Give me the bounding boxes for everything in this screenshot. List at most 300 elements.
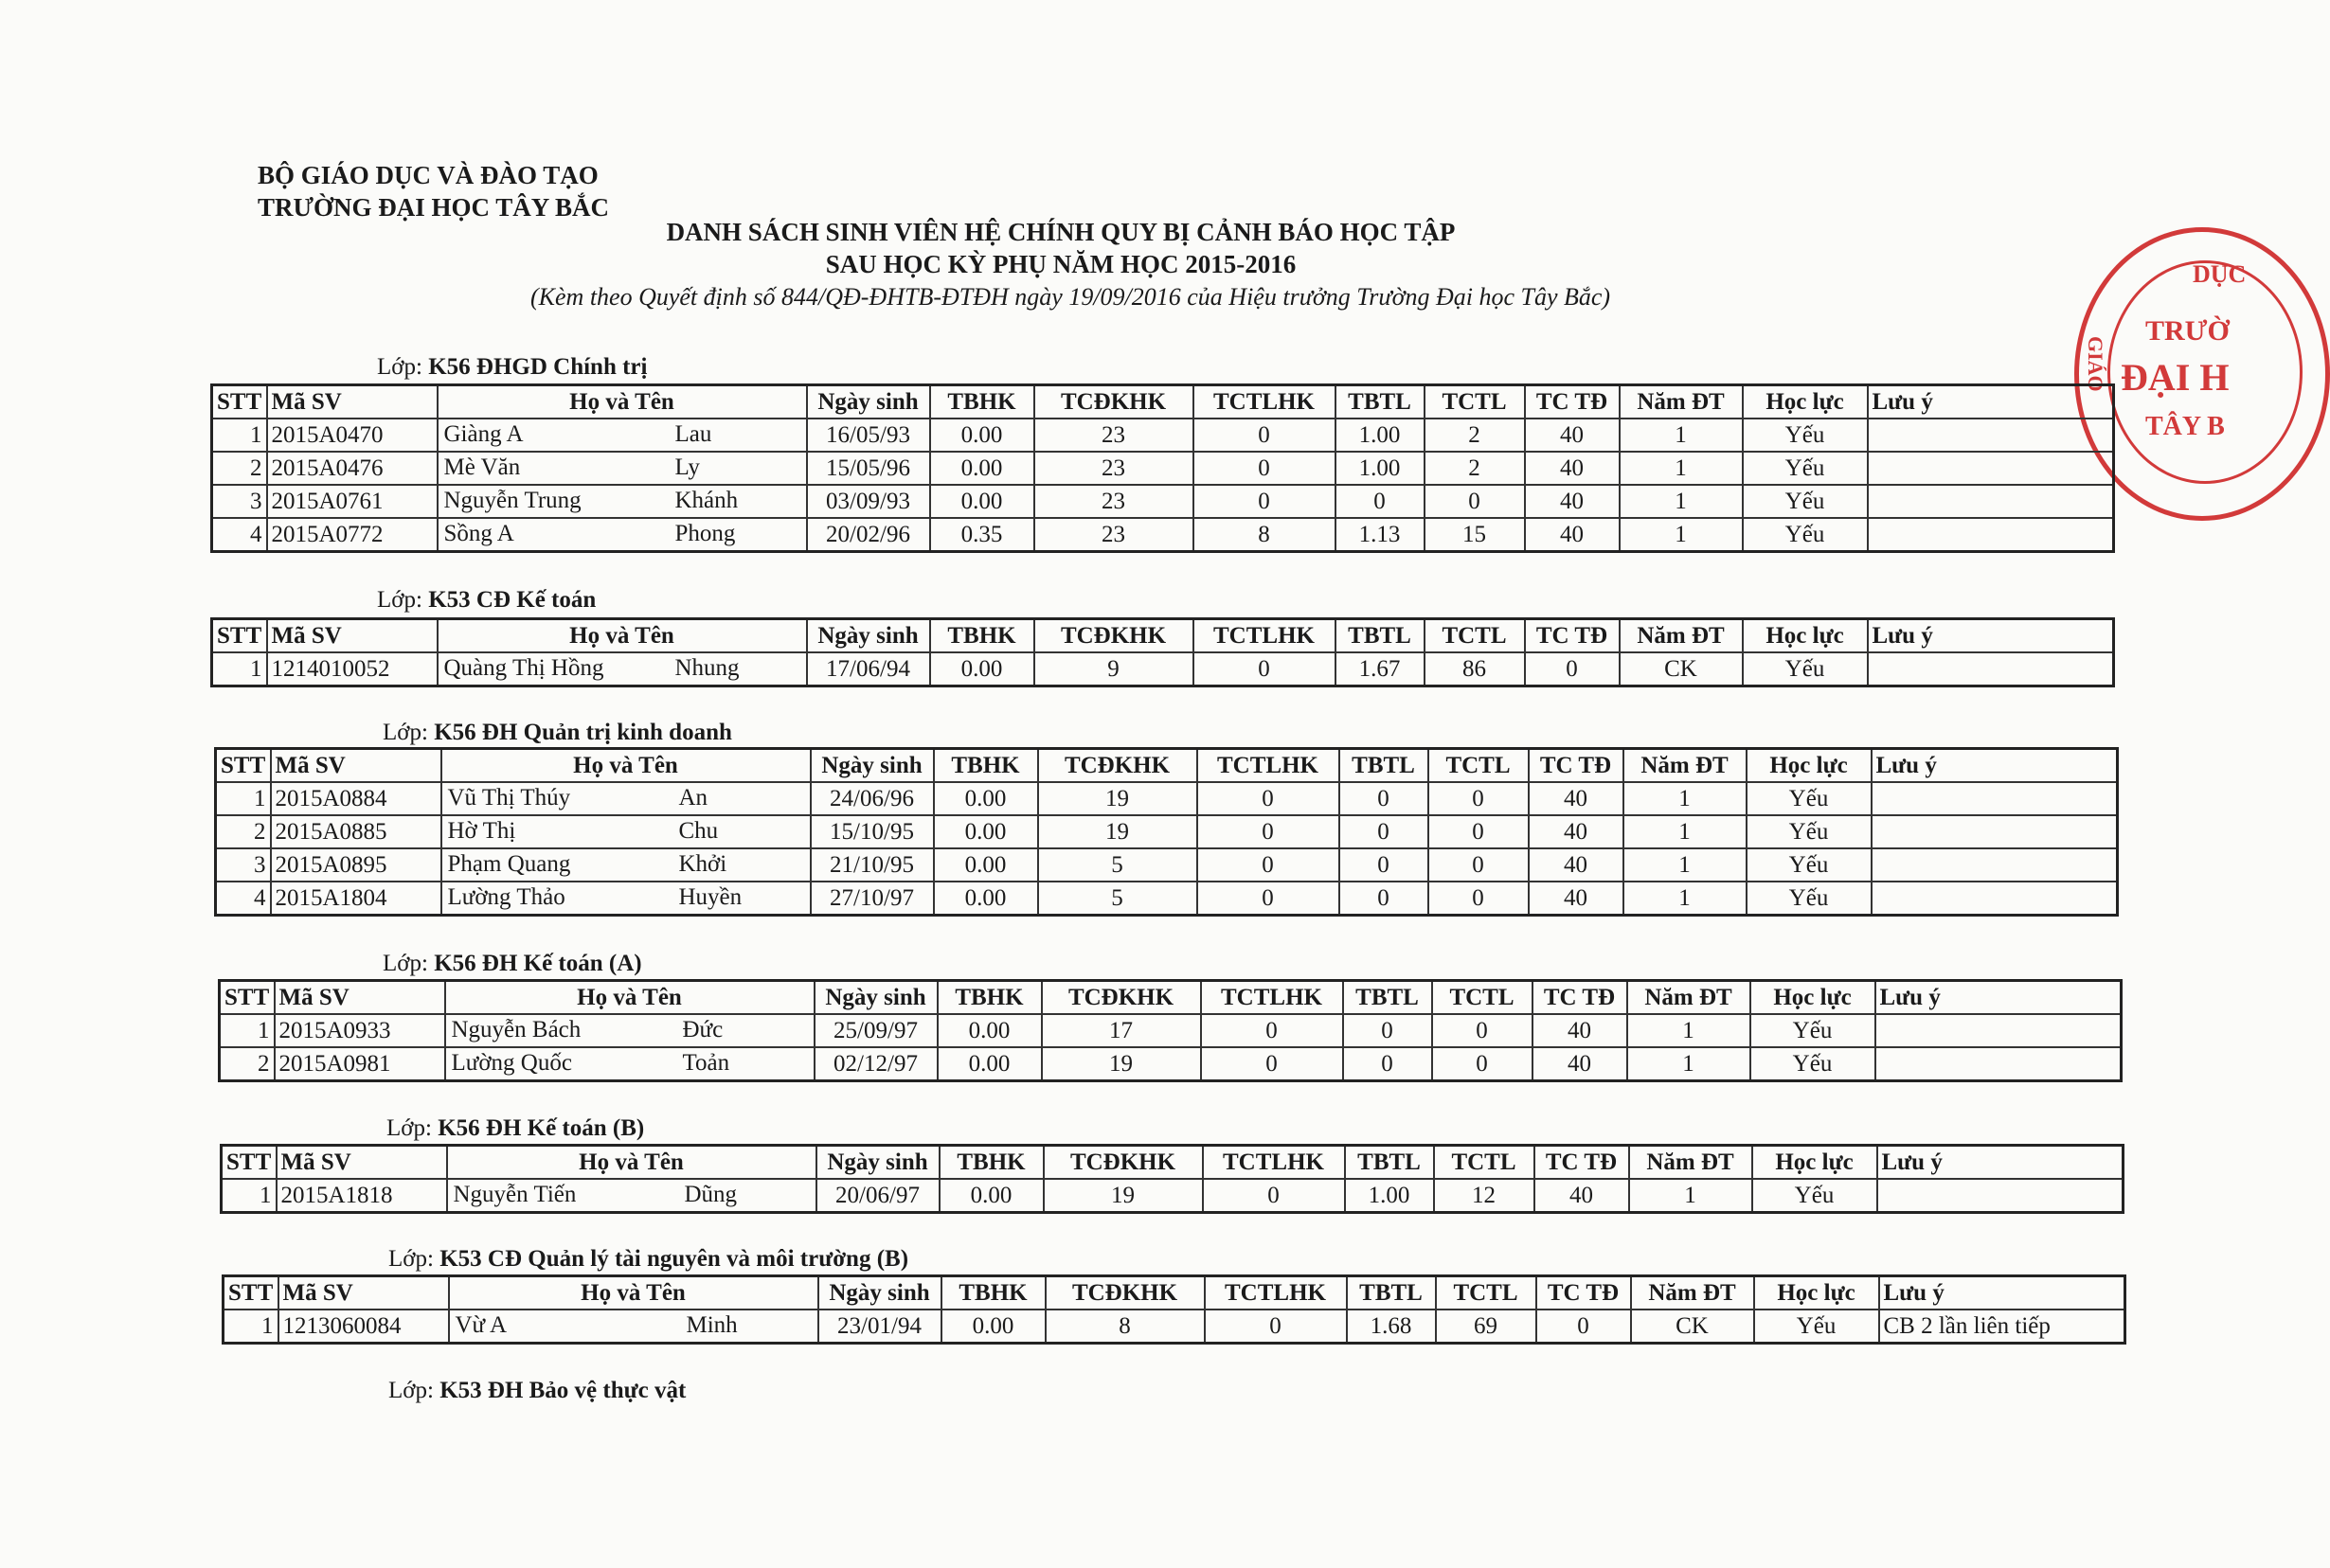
cell-tbhk: 0.00: [930, 452, 1034, 485]
class-name: K53 CĐ Kế toán: [428, 587, 597, 613]
column-header-hocluc: Học lực: [1754, 1276, 1879, 1310]
cell-stt: 2: [216, 815, 271, 848]
cell-tbhk: 0.00: [938, 1014, 1042, 1047]
column-header-namdt: Năm ĐT: [1620, 385, 1743, 419]
column-header-namdt: Năm ĐT: [1629, 1146, 1752, 1180]
last-name: Nguyễn Tiến: [453, 1182, 577, 1207]
table-row: [212, 419, 2114, 452]
column-header-tctlhk: TCTLHK: [1193, 385, 1335, 419]
cell-msv: 2015A0470: [267, 419, 438, 452]
column-header-tbhk: TBHK: [938, 981, 1042, 1015]
cell-tctl: 0: [1428, 882, 1529, 916]
cell-tctd: 40: [1529, 782, 1623, 815]
column-header-name: Họ và Tên: [441, 749, 811, 783]
cell-hocluc: Yếu: [1743, 452, 1868, 485]
last-name: Mè Văn: [443, 454, 521, 480]
column-header-luuy: Lưu ý: [1875, 981, 2122, 1015]
cell-tctlhk: 0: [1193, 485, 1335, 518]
cell-msv: 2015A1818: [277, 1179, 447, 1213]
column-header-hocluc: Học lực: [1747, 749, 1872, 783]
table-row: [216, 848, 2118, 882]
document-subtitle: SAU HỌC KỲ PHỤ NĂM HỌC 2015-2016: [825, 250, 1297, 278]
cell-name: [441, 882, 811, 916]
column-header-tcdkhk: TCĐKHK: [1038, 749, 1197, 783]
cell-tbhk: 0.00: [930, 652, 1034, 686]
cell-msv: 2015A0772: [267, 518, 438, 552]
cell-luuy: [1868, 452, 2114, 485]
class-label: [383, 720, 732, 746]
column-header-tctlhk: TCTLHK: [1205, 1276, 1347, 1310]
class-name: K56 ĐH Kế toán (A): [434, 951, 642, 976]
cell-tctl: 2: [1425, 452, 1525, 485]
cell-msv: 2015A0761: [267, 485, 438, 518]
column-header-msv: Mã SV: [278, 1276, 449, 1310]
cell-tbtl: 0: [1339, 848, 1428, 882]
class-label-prefix: Lớp:: [383, 720, 428, 745]
cell-hocluc: Yếu: [1754, 1310, 1879, 1344]
header-row: [212, 385, 2114, 419]
table-header: [224, 1276, 2125, 1310]
cell-msv: 1214010052: [267, 652, 438, 686]
class-label-prefix: Lớp:: [388, 1246, 434, 1272]
table-header: [216, 749, 2118, 783]
cell-luuy: [1875, 1047, 2122, 1081]
first-name: Khánh: [674, 488, 739, 513]
cell-tbtl: 0: [1339, 882, 1428, 916]
table-body: [220, 1014, 2122, 1081]
table-body: [212, 652, 2114, 686]
cell-stt: 1: [224, 1310, 278, 1344]
column-header-namdt: Năm ĐT: [1627, 981, 1750, 1015]
column-header-msv: Mã SV: [271, 749, 441, 783]
class-name: K56 ĐH Quản trị kinh doanh: [434, 720, 732, 745]
cell-luuy: [1872, 782, 2118, 815]
class-label-prefix: Lớp:: [388, 1378, 434, 1403]
cell-tbtl: 0: [1343, 1047, 1432, 1081]
decision-reference: (Kèm theo Quyết định số 844/QĐ-ĐHTB-ĐTĐH ngày 19/09/2016 của Hiệu trưởng Trường Đại học Tây Bắc): [530, 283, 1611, 311]
cell-tctlhk: 0: [1197, 782, 1339, 815]
cell-tbhk: 0.00: [940, 1179, 1044, 1213]
cell-namdt: CK: [1620, 652, 1743, 686]
class-label-prefix: Lớp:: [377, 587, 422, 613]
column-header-tctl: TCTL: [1432, 981, 1532, 1015]
cell-tctl: 2: [1425, 419, 1525, 452]
cell-tbtl: 1.13: [1335, 518, 1425, 552]
cell-luuy: [1872, 882, 2118, 916]
column-header-tctlhk: TCTLHK: [1201, 981, 1343, 1015]
cell-tctd: 0: [1525, 652, 1620, 686]
cell-tbhk: 0.00: [934, 782, 1038, 815]
cell-stt: 4: [216, 882, 271, 916]
cell-hocluc: Yếu: [1743, 419, 1868, 452]
cell-msv: 2015A0884: [271, 782, 441, 815]
cell-tbtl: 1.67: [1335, 652, 1425, 686]
first-name: Ly: [674, 454, 700, 480]
cell-tctd: 40: [1525, 452, 1620, 485]
table-row: [212, 485, 2114, 518]
cell-luuy: [1868, 419, 2114, 452]
table-row: [216, 782, 2118, 815]
cell-tctl: 15: [1425, 518, 1525, 552]
last-name: Quàng Thị Hồng: [443, 655, 604, 681]
cell-namdt: 1: [1623, 815, 1747, 848]
cell-tctd: 40: [1529, 848, 1623, 882]
column-header-tctl: TCTL: [1434, 1146, 1534, 1180]
first-name: Nhung: [674, 655, 740, 681]
first-name: Huyền: [678, 884, 743, 910]
cell-stt: 3: [212, 485, 267, 518]
document-title-block: [530, 216, 1611, 314]
cell-tcdkhk: 5: [1038, 882, 1197, 916]
column-header-tctlhk: TCTLHK: [1203, 1146, 1345, 1180]
column-header-stt: STT: [216, 749, 271, 783]
table-header: [212, 385, 2114, 419]
cell-msv: 2015A1804: [271, 882, 441, 916]
cell-luuy: [1872, 848, 2118, 882]
column-header-tctlhk: TCTLHK: [1197, 749, 1339, 783]
cell-tctlhk: 0: [1193, 652, 1335, 686]
column-header-tctd: TC TĐ: [1534, 1146, 1629, 1180]
last-name: Hờ Thị: [447, 818, 516, 844]
column-header-tbhk: TBHK: [930, 619, 1034, 653]
cell-tbtl: 1.00: [1335, 452, 1425, 485]
cell-tbhk: 0.00: [930, 485, 1034, 518]
cell-dob: 03/09/93: [807, 485, 930, 518]
header-row: [216, 749, 2118, 783]
column-header-luuy: Lưu ý: [1872, 749, 2118, 783]
class-label: [386, 1115, 644, 1142]
cell-tbtl: 0: [1335, 485, 1425, 518]
cell-stt: 2: [220, 1047, 275, 1081]
column-header-tbtl: TBTL: [1335, 385, 1425, 419]
cell-name: [445, 1014, 815, 1047]
column-header-hocluc: Học lực: [1752, 1146, 1877, 1180]
cell-dob: 20/06/97: [816, 1179, 940, 1213]
last-name: Phạm Quang: [447, 851, 571, 877]
class-label-prefix: Lớp:: [383, 951, 428, 976]
column-header-tctd: TC TĐ: [1532, 981, 1627, 1015]
cell-name: [438, 518, 807, 552]
first-name: Phong: [674, 521, 736, 546]
cell-tctl: 0: [1432, 1047, 1532, 1081]
cell-luuy: [1872, 815, 2118, 848]
cell-namdt: 1: [1627, 1047, 1750, 1081]
column-header-tctl: TCTL: [1428, 749, 1529, 783]
class-label: [377, 587, 596, 614]
column-header-dob: Ngày sinh: [811, 749, 934, 783]
column-header-tcdkhk: TCĐKHK: [1044, 1146, 1203, 1180]
column-header-tbtl: TBTL: [1335, 619, 1425, 653]
table-header: [212, 619, 2114, 653]
cell-tcdkhk: 5: [1038, 848, 1197, 882]
column-header-msv: Mã SV: [275, 981, 445, 1015]
cell-stt: 1: [216, 782, 271, 815]
column-header-name: Họ và Tên: [449, 1276, 818, 1310]
table-row: [212, 518, 2114, 552]
cell-namdt: CK: [1631, 1310, 1754, 1344]
cell-dob: 20/02/96: [807, 518, 930, 552]
cell-dob: 15/10/95: [811, 815, 934, 848]
cell-tbtl: 1.68: [1347, 1310, 1436, 1344]
column-header-tbtl: TBTL: [1345, 1146, 1434, 1180]
first-name: Minh: [686, 1312, 738, 1338]
cell-tctd: 40: [1525, 518, 1620, 552]
seal-line-3: TÂY B: [2145, 412, 2225, 441]
cell-stt: 4: [212, 518, 267, 552]
last-name: Giàng A: [443, 421, 524, 447]
column-header-namdt: Năm ĐT: [1623, 749, 1747, 783]
cell-dob: 17/06/94: [807, 652, 930, 686]
column-header-dob: Ngày sinh: [816, 1146, 940, 1180]
column-header-tctlhk: TCTLHK: [1193, 619, 1335, 653]
column-header-tcdkhk: TCĐKHK: [1034, 619, 1193, 653]
class-name: K56 ĐH Kế toán (B): [438, 1115, 645, 1141]
cell-namdt: 1: [1620, 452, 1743, 485]
cell-hocluc: Yếu: [1743, 518, 1868, 552]
cell-tbhk: 0.00: [938, 1047, 1042, 1081]
last-name: Nguyễn Trung: [443, 488, 582, 513]
table-row: [220, 1047, 2122, 1081]
cell-name: [441, 782, 811, 815]
column-header-tbtl: TBTL: [1347, 1276, 1436, 1310]
seal-side-text: GIÁO: [2084, 336, 2107, 392]
column-header-name: Họ và Tên: [445, 981, 815, 1015]
cell-tcdkhk: 17: [1042, 1014, 1201, 1047]
header-row: [212, 619, 2114, 653]
table-row: [220, 1014, 2122, 1047]
column-header-name: Họ và Tên: [438, 385, 807, 419]
header-row: [222, 1146, 2124, 1180]
last-name: Sồng A: [443, 521, 514, 546]
cell-tbhk: 0.00: [941, 1310, 1046, 1344]
cell-tctd: 40: [1529, 815, 1623, 848]
cell-namdt: 1: [1629, 1179, 1752, 1213]
cell-tcdkhk: 8: [1046, 1310, 1205, 1344]
cell-stt: 3: [216, 848, 271, 882]
first-name: An: [678, 785, 708, 811]
cell-tctlhk: 0: [1193, 452, 1335, 485]
cell-stt: 1: [222, 1179, 277, 1213]
cell-namdt: 1: [1623, 848, 1747, 882]
cell-hocluc: Yếu: [1743, 485, 1868, 518]
cell-name: [438, 652, 807, 686]
column-header-stt: STT: [212, 385, 267, 419]
cell-tbtl: 1.00: [1335, 419, 1425, 452]
cell-stt: 1: [212, 652, 267, 686]
cell-tcdkhk: 19: [1038, 815, 1197, 848]
first-name: Toản: [682, 1050, 730, 1076]
column-header-tcdkhk: TCĐKHK: [1034, 385, 1193, 419]
cell-tctl: 0: [1428, 848, 1529, 882]
class-name: K53 ĐH Bảo vệ thực vật: [439, 1378, 687, 1403]
column-header-tbtl: TBTL: [1339, 749, 1428, 783]
table-row: [224, 1310, 2125, 1344]
column-header-tctd: TC TĐ: [1536, 1276, 1631, 1310]
column-header-msv: Mã SV: [267, 385, 438, 419]
column-header-tbtl: TBTL: [1343, 981, 1432, 1015]
cell-name: [449, 1310, 818, 1344]
cell-tctl: 86: [1425, 652, 1525, 686]
cell-tcdkhk: 23: [1034, 485, 1193, 518]
cell-tctl: 0: [1428, 782, 1529, 815]
cell-tbtl: 0: [1339, 782, 1428, 815]
cell-namdt: 1: [1623, 882, 1747, 916]
seal-line-2: ĐẠI H: [2121, 356, 2230, 399]
column-header-dob: Ngày sinh: [807, 385, 930, 419]
column-header-msv: Mã SV: [277, 1146, 447, 1180]
column-header-tcdkhk: TCĐKHK: [1046, 1276, 1205, 1310]
first-name: Dũng: [684, 1182, 738, 1207]
cell-namdt: 1: [1620, 485, 1743, 518]
student-table: [220, 1144, 2124, 1214]
table-header: [222, 1146, 2124, 1180]
cell-tctd: 40: [1534, 1179, 1629, 1213]
table-body: [212, 419, 2114, 552]
seal-line-1: TRƯỜ: [2145, 315, 2230, 347]
cell-tbhk: 0.00: [930, 419, 1034, 452]
cell-hocluc: Yếu: [1752, 1179, 1877, 1213]
cell-luuy: [1877, 1179, 2124, 1213]
column-header-dob: Ngày sinh: [807, 619, 930, 653]
column-header-tctl: TCTL: [1436, 1276, 1536, 1310]
cell-tctlhk: 0: [1193, 419, 1335, 452]
cell-msv: 2015A0476: [267, 452, 438, 485]
cell-tcdkhk: 9: [1034, 652, 1193, 686]
issuing-organization: [258, 159, 609, 223]
student-table: [218, 979, 2123, 1082]
cell-name: [445, 1047, 815, 1081]
column-header-tbhk: TBHK: [941, 1276, 1046, 1310]
cell-luuy: [1868, 485, 2114, 518]
cell-tctl: 0: [1432, 1014, 1532, 1047]
cell-namdt: 1: [1620, 518, 1743, 552]
cell-tctlhk: 0: [1203, 1179, 1345, 1213]
header-row: [224, 1276, 2125, 1310]
cell-dob: 23/01/94: [818, 1310, 941, 1344]
column-header-tctd: TC TĐ: [1529, 749, 1623, 783]
cell-tctd: 40: [1532, 1047, 1627, 1081]
cell-tbtl: 0: [1343, 1014, 1432, 1047]
cell-msv: 2015A0981: [275, 1047, 445, 1081]
cell-tctl: 12: [1434, 1179, 1534, 1213]
cell-dob: 02/12/97: [815, 1047, 938, 1081]
column-header-tbhk: TBHK: [934, 749, 1038, 783]
class-label: [388, 1378, 686, 1404]
column-header-hocluc: Học lực: [1743, 385, 1868, 419]
cell-hocluc: Yếu: [1750, 1047, 1875, 1081]
student-table: [214, 747, 2119, 917]
column-header-hocluc: Học lực: [1750, 981, 1875, 1015]
cell-tctlhk: 0: [1197, 815, 1339, 848]
column-header-tctl: TCTL: [1425, 385, 1525, 419]
column-header-msv: Mã SV: [267, 619, 438, 653]
cell-tctd: 40: [1529, 882, 1623, 916]
column-header-dob: Ngày sinh: [818, 1276, 941, 1310]
column-header-tbhk: TBHK: [930, 385, 1034, 419]
cell-hocluc: Yếu: [1747, 782, 1872, 815]
cell-tbtl: 1.00: [1345, 1179, 1434, 1213]
column-header-tbhk: TBHK: [940, 1146, 1044, 1180]
cell-name: [438, 452, 807, 485]
cell-tcdkhk: 23: [1034, 419, 1193, 452]
class-name: K53 CĐ Quản lý tài nguyên và môi trường (B): [439, 1246, 909, 1272]
student-table: [222, 1274, 2126, 1345]
cell-hocluc: Yếu: [1750, 1014, 1875, 1047]
column-header-namdt: Năm ĐT: [1631, 1276, 1754, 1310]
column-header-tcdkhk: TCĐKHK: [1042, 981, 1201, 1015]
header-row: [220, 981, 2122, 1015]
cell-tctd: 0: [1536, 1310, 1631, 1344]
cell-tctd: 40: [1525, 485, 1620, 518]
cell-tctlhk: 0: [1197, 882, 1339, 916]
column-header-namdt: Năm ĐT: [1620, 619, 1743, 653]
university-name: TRƯỜNG ĐẠI HỌC TÂY BẮC: [258, 193, 610, 222]
seal-top-text: DỤC: [2193, 260, 2247, 288]
cell-luuy: [1875, 1014, 2122, 1047]
cell-tctl: 69: [1436, 1310, 1536, 1344]
table-body: [216, 782, 2118, 916]
cell-tctlhk: 8: [1193, 518, 1335, 552]
column-header-stt: STT: [212, 619, 267, 653]
column-header-name: Họ và Tên: [447, 1146, 816, 1180]
cell-stt: 2: [212, 452, 267, 485]
cell-msv: 2015A0895: [271, 848, 441, 882]
last-name: Lường Quốc: [451, 1050, 572, 1076]
cell-dob: 25/09/97: [815, 1014, 938, 1047]
table-row: [222, 1179, 2124, 1213]
cell-name: [438, 485, 807, 518]
cell-stt: 1: [212, 419, 267, 452]
column-header-stt: STT: [224, 1276, 278, 1310]
cell-name: [447, 1179, 816, 1213]
column-header-name: Họ và Tên: [438, 619, 807, 653]
document-title: DANH SÁCH SINH VIÊN HỆ CHÍNH QUY BỊ CẢNH BÁO HỌC TẬP: [666, 218, 1456, 246]
cell-luuy: [1868, 518, 2114, 552]
cell-dob: 15/05/96: [807, 452, 930, 485]
cell-hocluc: Yếu: [1747, 882, 1872, 916]
table-header: [220, 981, 2122, 1015]
table-body: [224, 1310, 2125, 1344]
cell-hocluc: Yếu: [1747, 848, 1872, 882]
cell-tcdkhk: 19: [1038, 782, 1197, 815]
column-header-tctd: TC TĐ: [1525, 385, 1620, 419]
cell-tbhk: 0.00: [934, 848, 1038, 882]
cell-tcdkhk: 23: [1034, 452, 1193, 485]
cell-tctd: 40: [1525, 419, 1620, 452]
cell-tctl: 0: [1428, 815, 1529, 848]
class-name: K56 ĐHGD Chính trị: [428, 354, 648, 380]
cell-msv: 2015A0885: [271, 815, 441, 848]
cell-tctlhk: 0: [1201, 1047, 1343, 1081]
cell-dob: 16/05/93: [807, 419, 930, 452]
column-header-stt: STT: [222, 1146, 277, 1180]
class-label: [388, 1246, 908, 1273]
column-header-tctd: TC TĐ: [1525, 619, 1620, 653]
cell-tbhk: 0.35: [930, 518, 1034, 552]
last-name: Lường Thảo: [447, 884, 565, 910]
class-label-prefix: Lớp:: [377, 354, 422, 380]
cell-tctlhk: 0: [1197, 848, 1339, 882]
column-header-luuy: Lưu ý: [1879, 1276, 2125, 1310]
first-name: Chu: [678, 818, 719, 844]
student-table: [210, 617, 2115, 687]
last-name: Nguyễn Bách: [451, 1017, 582, 1042]
cell-dob: 27/10/97: [811, 882, 934, 916]
cell-namdt: 1: [1627, 1014, 1750, 1047]
first-name: Lau: [674, 421, 712, 447]
cell-dob: 21/10/95: [811, 848, 934, 882]
table-body: [222, 1179, 2124, 1213]
